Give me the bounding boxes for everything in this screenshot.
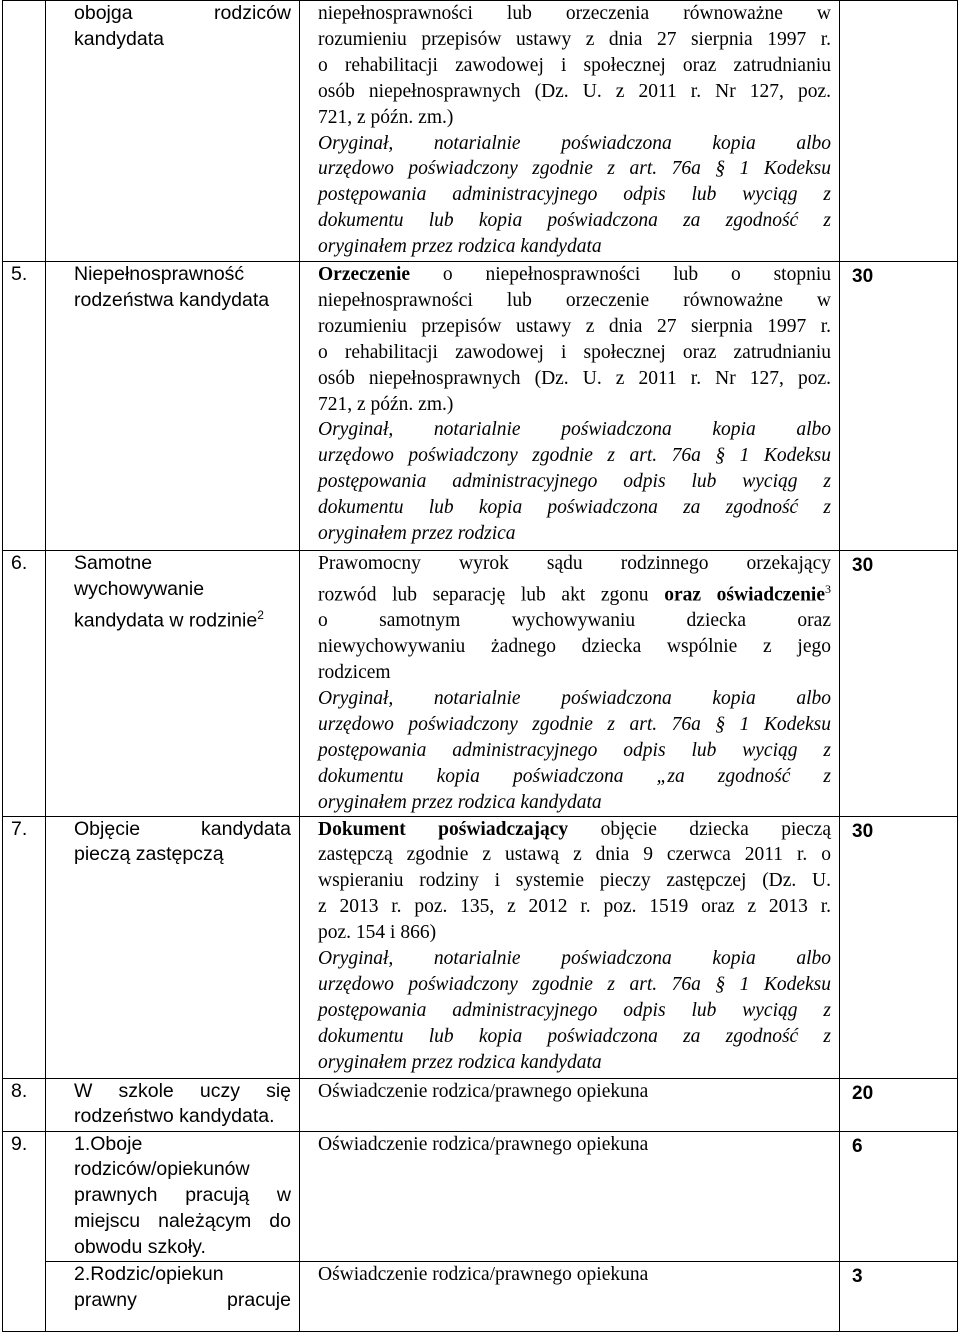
table-row — [3, 262, 958, 551]
table-row — [3, 1, 958, 262]
criterion-documents: Oświadczenie rodzica/prawnego opiekuna — [300, 1078, 840, 1131]
points: 20 — [840, 1078, 958, 1131]
row-number: 9. — [3, 1131, 46, 1332]
certification-note: Oryginał, notarialnie poświadczona kopia albo urzędowo poświadczony zgodnie z art. 76a § 1 Kodeksu postępowania administracyjnego odpis lub wyciąg z dokumentu lub kopia poświadczona za zgodność z oryginałem przez rodzica — [318, 419, 831, 545]
row-number: 6. — [3, 551, 46, 817]
document-description: Dokument poświadczający objęcie dziecka pieczą zastępczą zgodnie z ustawą z dnia 9 czerwca 2011 r. o wspieraniu rodziny i systemie pieczy zastępczej (Dz. U. z 2013 r. poz. 135, z 2012 r. poz. 1519 oraz z 2013 r. poz. 154 i 866) — [318, 818, 831, 944]
document-description: Prawomocny wyrok sądu rodzinnego orzekający rozwód lub separację lub akt zgonu oraz oświadczenie$^3$ o samotnym wychowywaniu dziecka oraz niewychowywaniu żadnego dziecka wspólnie z jego rodzicem — [318, 553, 831, 684]
criterion-name: obojga rodziców kandydata — [46, 1, 300, 262]
certification-note: Oryginał, notarialnie poświadczona kopia albo urzędowo poświadczony zgodnie z art. 76a § 1 Kodeksu postępowania administracyjnego odpis lub wyciąg z dokumentu kopia poświadczona „za zgodność z oryginałem przez rodzica kandydata — [318, 688, 831, 813]
certification-note: Oryginał, notarialnie poświadczona kopia albo urzędowo poświadczony zgodnie z art. 76a § 1 Kodeksu postępowania administracyjnego odpis lub wyciąg z dokumentu lub kopia poświadczona za zgodność z oryginałem przez rodzica kandydata — [318, 948, 831, 1073]
points: 3 — [840, 1262, 958, 1332]
table-row — [3, 551, 958, 817]
table-row — [3, 1262, 958, 1332]
criterion-name: W szkole uczy się rodzeństwo kandydata. — [46, 1078, 300, 1131]
criterion-documents: Oświadczenie rodzica/prawnego opiekuna — [300, 1131, 840, 1262]
criteria-table — [2, 0, 958, 1332]
points: 30 — [840, 816, 958, 1078]
points — [840, 1, 958, 262]
row-number: 8. — [3, 1078, 46, 1131]
points: 6 — [840, 1131, 958, 1262]
criterion-name: Samotne wychowywanie kandydata w rodzinie$^2$ — [46, 551, 300, 817]
table-row — [3, 1078, 958, 1131]
criterion-name: Niepełnosprawność rodzeństwa kandydata — [46, 262, 300, 551]
criterion-documents: Oświadczenie rodzica/prawnego opiekuna — [300, 1262, 840, 1332]
row-number: 5. — [3, 262, 46, 551]
certification-note: Oryginał, notarialnie poświadczona kopia albo urzędowo poświadczony zgodnie z art. 76a § 1 Kodeksu postępowania administracyjnego odpis lub wyciąg z dokumentu lub kopia poświadczona za zgodność z oryginałem przez rodzica kandydata — [318, 132, 831, 258]
points: 30 — [840, 262, 958, 551]
row-number — [3, 1, 46, 262]
document-description: niepełnosprawności lub orzeczenia równoważne w rozumieniu przepisów ustawy z dnia 27 sierpnia 1997 r. o rehabilitacji zawodowej i społecznej oraz zatrudnianiu osób niepełnosprawnych (Dz. U. z 2011 r. Nr 127, poz. 721, z późn. zm.) — [318, 3, 831, 128]
criterion-documents — [300, 551, 840, 817]
criterion-name: 1.Oboje rodziców/opiekunów prawnych pracują w miejscu należącym do obwodu szkoły. — [46, 1131, 300, 1262]
criterion-documents — [300, 816, 840, 1078]
table-row — [3, 816, 958, 1078]
criterion-name: Objęcie kandydata pieczą zastępczą — [46, 816, 300, 1078]
criterion-name: 2.Rodzic/opiekun prawny pracuje — [46, 1262, 300, 1332]
criterion-documents — [300, 1, 840, 262]
points: 30 — [840, 551, 958, 817]
row-number: 7. — [3, 816, 46, 1078]
criterion-documents — [300, 262, 840, 551]
table-row — [3, 1131, 958, 1262]
document-description: Orzeczenie o niepełnosprawności lub o stopniu niepełnosprawności lub orzeczenie równoważne w rozumieniu przepisów ustawy z dnia 27 sierpnia 1997 r. o rehabilitacji zawodowej i społecznej oraz zatrudnianiu osób niepełnosprawnych (Dz. U. z 2011 r. Nr 127, poz. 721, z późn. zm.) — [318, 264, 832, 415]
